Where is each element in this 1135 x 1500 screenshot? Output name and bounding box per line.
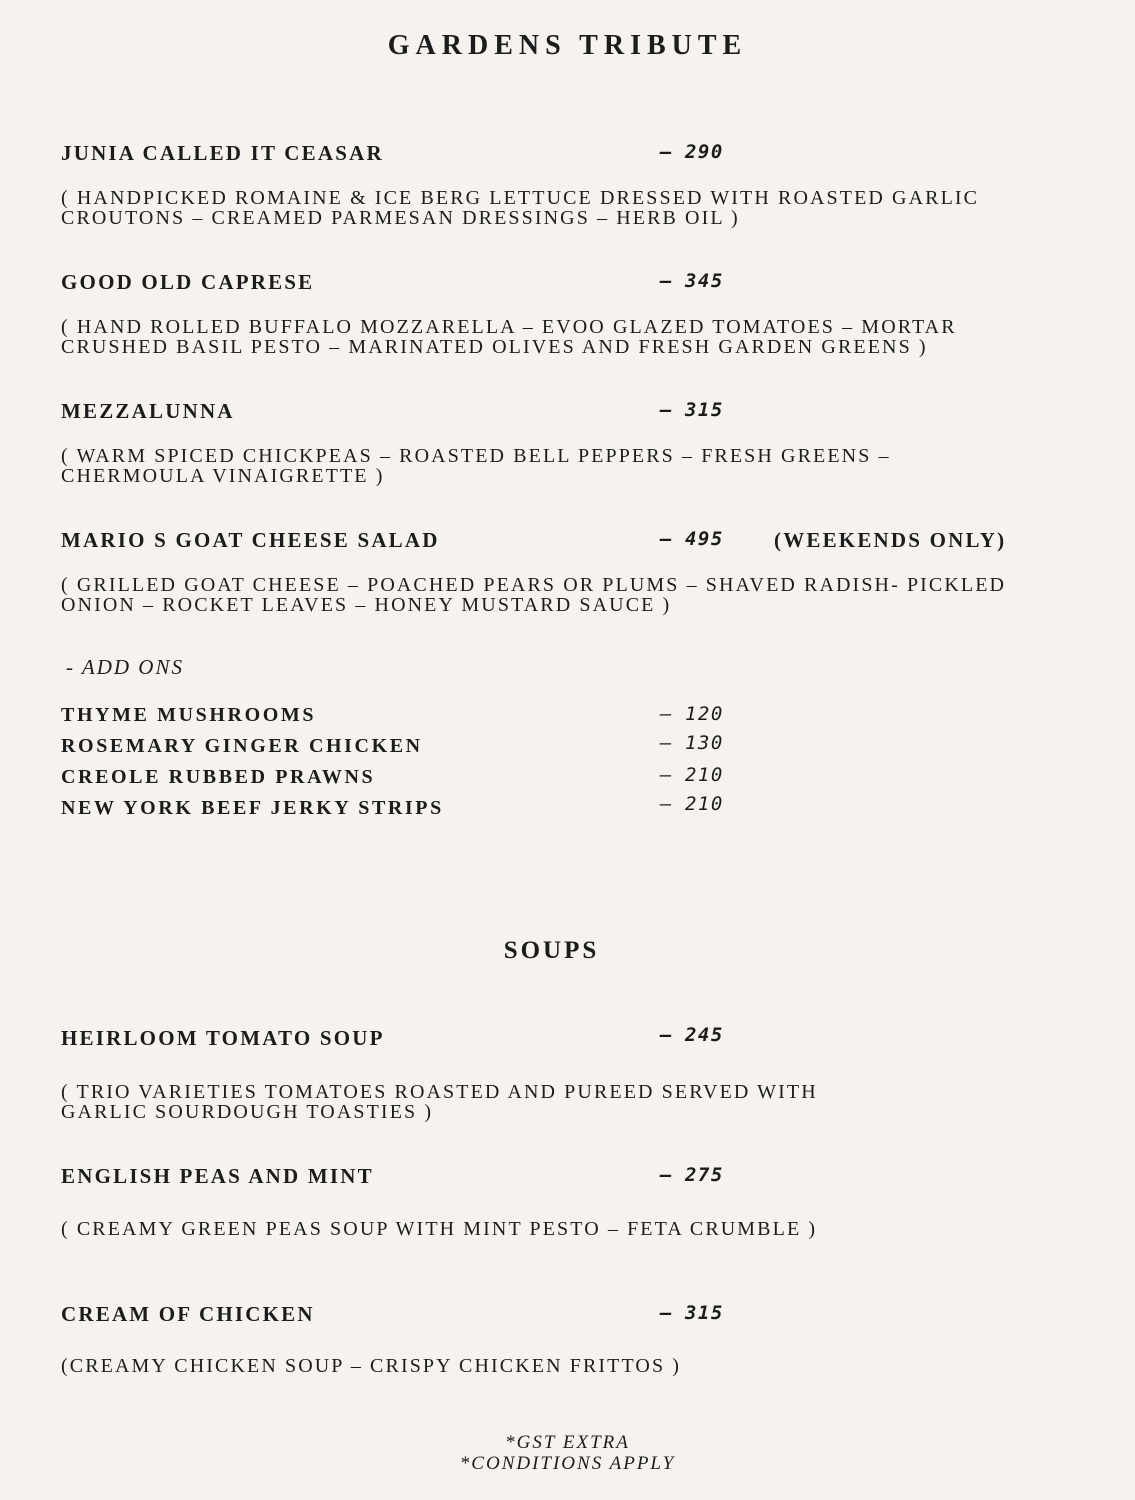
price-dash: – xyxy=(660,141,673,163)
price-value: 315 xyxy=(684,1302,724,1324)
menu-item-description xyxy=(61,446,1061,486)
price-value: 315 xyxy=(684,399,724,421)
price-dash: – xyxy=(660,1024,673,1046)
addon-price xyxy=(660,793,724,815)
page-title: GARDENS TRIBUTE xyxy=(387,30,748,61)
addon-price xyxy=(660,703,724,725)
description-line: ( CREAMY GREEN PEAS SOUP WITH MINT PESTO – FETA CRUMBLE ) xyxy=(61,1218,818,1240)
menu-item-name: HEIRLOOM TOMATO SOUP xyxy=(61,1026,385,1050)
price-dash: – xyxy=(660,764,673,786)
description-line: ( GRILLED GOAT CHEESE – POACHED PEARS OR PLUMS – SHAVED RADISH- PICKLED xyxy=(61,574,1007,596)
menu-item-description xyxy=(61,317,1061,357)
description-line: GARLIC SOURDOUGH TOASTIES ) xyxy=(61,1101,434,1123)
price-value: 120 xyxy=(684,703,724,725)
addon-name: THYME MUSHROOMS xyxy=(61,704,317,726)
addon-name: CREOLE RUBBED PRAWNS xyxy=(61,766,376,788)
description-line: ONION – ROCKET LEAVES – HONEY MUSTARD SAUCE ) xyxy=(61,594,672,616)
price-value: 275 xyxy=(684,1164,724,1186)
price-value: 245 xyxy=(684,1024,724,1046)
footer-notes xyxy=(0,1432,1135,1474)
description-line: (CREAMY CHICKEN SOUP – CRISPY CHICKEN FRITTOS ) xyxy=(61,1355,682,1377)
menu-item-name: CREAM OF CHICKEN xyxy=(61,1302,315,1326)
menu-item-price xyxy=(660,1302,724,1324)
menu-item-name: ENGLISH PEAS AND MINT xyxy=(61,1164,374,1188)
price-dash: – xyxy=(660,703,673,725)
price-value: 345 xyxy=(684,270,724,292)
menu-item-name: MEZZALUNNA xyxy=(61,399,235,423)
price-dash: – xyxy=(660,793,673,815)
price-value: 495 xyxy=(684,528,724,550)
price-dash: – xyxy=(660,1164,673,1186)
description-line: CRUSHED BASIL PESTO – MARINATED OLIVES AND FRESH GARDEN GREENS ) xyxy=(61,336,928,358)
menu-item-description xyxy=(61,188,1061,228)
addon-name: NEW YORK BEEF JERKY STRIPS xyxy=(61,797,444,819)
menu-item-price xyxy=(660,399,724,421)
description-line: ( TRIO VARIETIES TOMATOES ROASTED AND PUREED SERVED WITH xyxy=(61,1081,818,1103)
menu-item-price xyxy=(660,141,724,163)
price-value: 210 xyxy=(684,793,724,815)
menu-item-name: GOOD OLD CAPRESE xyxy=(61,270,315,294)
addons-heading: - ADD ONS xyxy=(66,655,184,679)
price-dash: – xyxy=(660,1302,673,1324)
menu-item-description xyxy=(61,1219,1061,1239)
price-dash: – xyxy=(660,399,673,421)
menu-item-description xyxy=(61,1082,1061,1122)
menu-item-description xyxy=(61,1356,1061,1376)
footer-conditions: *CONDITIONS APPLY xyxy=(459,1453,676,1474)
menu-item-price xyxy=(660,528,724,550)
description-line: CHERMOULA VINAIGRETTE ) xyxy=(61,465,385,487)
footer-gst: *GST EXTRA xyxy=(505,1432,630,1453)
price-dash: – xyxy=(660,528,673,550)
addon-price xyxy=(660,732,724,754)
addon-name: ROSEMARY GINGER CHICKEN xyxy=(61,735,423,757)
addon-price xyxy=(660,764,724,786)
price-value: 290 xyxy=(684,141,724,163)
description-line: ( HAND ROLLED BUFFALO MOZZARELLA – EVOO GLAZED TOMATOES – MORTAR xyxy=(61,316,957,338)
section-title-soups: SOUPS xyxy=(503,937,600,964)
price-dash: – xyxy=(660,732,673,754)
price-dash: – xyxy=(660,270,673,292)
price-value: 210 xyxy=(684,764,724,786)
menu-item-price xyxy=(660,270,724,292)
menu-item-price xyxy=(660,1024,724,1046)
availability-note: (WEEKENDS ONLY) xyxy=(774,528,1007,552)
description-line: ( WARM SPICED CHICKPEAS – ROASTED BELL PEPPERS – FRESH GREENS – xyxy=(61,445,891,467)
description-line: ( HANDPICKED ROMAINE & ICE BERG LETTUCE DRESSED WITH ROASTED GARLIC xyxy=(61,187,980,209)
menu-item-name: MARIO S GOAT CHEESE SALAD xyxy=(61,528,440,552)
menu-item-price xyxy=(660,1164,724,1186)
description-line: CROUTONS – CREAMED PARMESAN DRESSINGS – HERB OIL ) xyxy=(61,207,740,229)
menu-item-description xyxy=(61,575,1061,615)
menu-item-name: JUNIA CALLED IT CEASAR xyxy=(61,141,384,165)
price-value: 130 xyxy=(684,732,724,754)
